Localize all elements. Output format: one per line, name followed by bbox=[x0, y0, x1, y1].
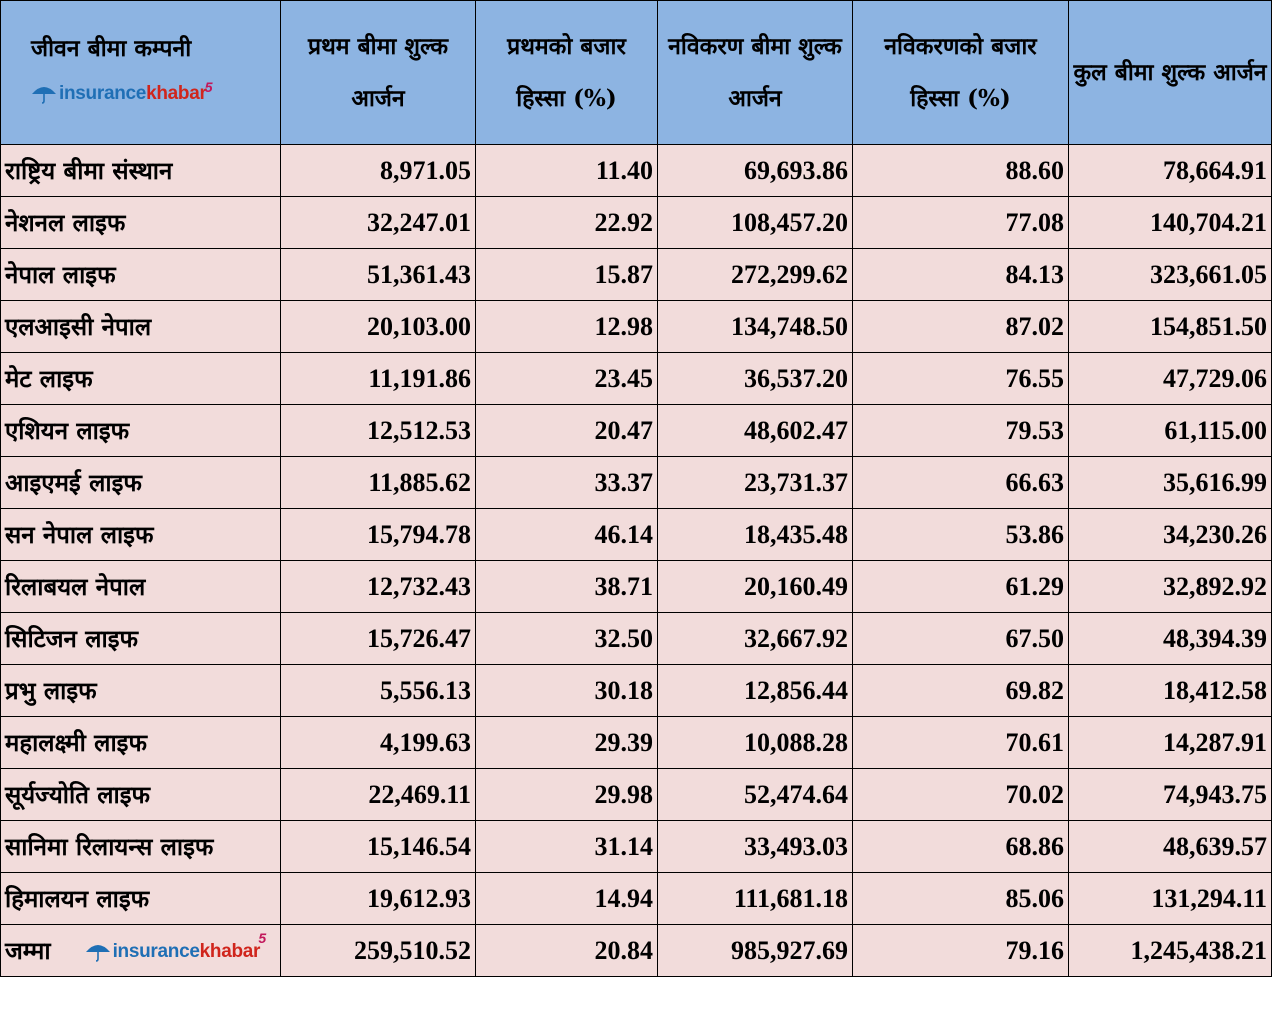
cell-first-premium: 15,146.54 bbox=[281, 821, 476, 873]
cell-total-premium: 74,943.75 bbox=[1069, 769, 1272, 821]
cell-first-share: 33.37 bbox=[476, 457, 658, 509]
cell-total-premium: 32,892.92 bbox=[1069, 561, 1272, 613]
cell-company-name: नेपाल लाइफ bbox=[1, 249, 281, 301]
cell-company-name: राष्ट्रिय बीमा संस्थान bbox=[1, 145, 281, 197]
umbrella-icon bbox=[85, 940, 111, 962]
cell-total-total-premium: 1,245,438.21 bbox=[1069, 925, 1272, 977]
logo-badge: 5 bbox=[204, 78, 213, 95]
header-company-label: जीवन बीमा कम्पनी bbox=[31, 34, 192, 62]
cell-first-premium: 15,794.78 bbox=[281, 509, 476, 561]
cell-total-premium: 131,294.11 bbox=[1069, 873, 1272, 925]
cell-first-share: 22.92 bbox=[476, 197, 658, 249]
insurancekhabar-logo bbox=[31, 78, 213, 104]
table-row bbox=[1, 821, 1272, 873]
cell-company-name: नेशनल लाइफ bbox=[1, 197, 281, 249]
cell-company-name: हिमालयन लाइफ bbox=[1, 873, 281, 925]
header-total-premium: कुल बीमा शुल्क आर्जन bbox=[1069, 1, 1272, 145]
cell-company-name: एलआइसी नेपाल bbox=[1, 301, 281, 353]
cell-company-name: एशियन लाइफ bbox=[1, 405, 281, 457]
cell-first-premium: 20,103.00 bbox=[281, 301, 476, 353]
cell-first-premium: 32,247.01 bbox=[281, 197, 476, 249]
cell-renewal-share: 68.86 bbox=[853, 821, 1069, 873]
cell-company-name: महालक्ष्मी लाइफ bbox=[1, 717, 281, 769]
cell-total-premium: 34,230.26 bbox=[1069, 509, 1272, 561]
cell-first-share: 29.39 bbox=[476, 717, 658, 769]
cell-renewal-premium: 10,088.28 bbox=[658, 717, 853, 769]
cell-company-name: सानिमा रिलायन्स लाइफ bbox=[1, 821, 281, 873]
table-body bbox=[1, 145, 1272, 977]
header-first-premium: प्रथम बीमा शुल्क आर्जन bbox=[281, 1, 476, 145]
table-row bbox=[1, 197, 1272, 249]
cell-renewal-share: 84.13 bbox=[853, 249, 1069, 301]
total-row bbox=[1, 925, 1272, 977]
header-renewal-share: नविकरणको बजार हिस्सा (%) bbox=[853, 1, 1069, 145]
cell-first-share: 46.14 bbox=[476, 509, 658, 561]
cell-company-name: आइएमई लाइफ bbox=[1, 457, 281, 509]
cell-total-label bbox=[1, 925, 281, 977]
total-label: जम्मा bbox=[5, 936, 51, 965]
cell-company-name: सन नेपाल लाइफ bbox=[1, 509, 281, 561]
cell-total-premium: 154,851.50 bbox=[1069, 301, 1272, 353]
cell-first-premium: 15,726.47 bbox=[281, 613, 476, 665]
cell-total-renewal-premium: 985,927.69 bbox=[658, 925, 853, 977]
cell-first-share: 38.71 bbox=[476, 561, 658, 613]
cell-first-share: 12.98 bbox=[476, 301, 658, 353]
cell-total-premium: 78,664.91 bbox=[1069, 145, 1272, 197]
cell-first-share: 32.50 bbox=[476, 613, 658, 665]
table-row bbox=[1, 405, 1272, 457]
table-row bbox=[1, 509, 1272, 561]
header-first-share: प्रथमको बजार हिस्सा (%) bbox=[476, 1, 658, 145]
table-row bbox=[1, 613, 1272, 665]
cell-renewal-premium: 32,667.92 bbox=[658, 613, 853, 665]
cell-company-name: प्रभु लाइफ bbox=[1, 665, 281, 717]
cell-total-premium: 48,394.39 bbox=[1069, 613, 1272, 665]
cell-first-share: 15.87 bbox=[476, 249, 658, 301]
header-company bbox=[1, 1, 281, 145]
cell-renewal-premium: 69,693.86 bbox=[658, 145, 853, 197]
cell-renewal-share: 76.55 bbox=[853, 353, 1069, 405]
cell-total-premium: 48,639.57 bbox=[1069, 821, 1272, 873]
table-row bbox=[1, 717, 1272, 769]
cell-total-first-share: 20.84 bbox=[476, 925, 658, 977]
cell-first-premium: 22,469.11 bbox=[281, 769, 476, 821]
cell-renewal-premium: 12,856.44 bbox=[658, 665, 853, 717]
cell-first-premium: 51,361.43 bbox=[281, 249, 476, 301]
cell-total-premium: 35,616.99 bbox=[1069, 457, 1272, 509]
table-row bbox=[1, 301, 1272, 353]
logo-text: insurancekhabar bbox=[112, 940, 261, 962]
table-row bbox=[1, 353, 1272, 405]
cell-renewal-premium: 52,474.64 bbox=[658, 769, 853, 821]
cell-renewal-share: 69.82 bbox=[853, 665, 1069, 717]
cell-total-premium: 61,115.00 bbox=[1069, 405, 1272, 457]
table-row bbox=[1, 665, 1272, 717]
cell-first-premium: 19,612.93 bbox=[281, 873, 476, 925]
cell-renewal-share: 87.02 bbox=[853, 301, 1069, 353]
cell-first-share: 29.98 bbox=[476, 769, 658, 821]
cell-renewal-share: 79.53 bbox=[853, 405, 1069, 457]
cell-total-premium: 323,661.05 bbox=[1069, 249, 1272, 301]
table-row bbox=[1, 561, 1272, 613]
cell-renewal-premium: 48,602.47 bbox=[658, 405, 853, 457]
cell-renewal-premium: 20,160.49 bbox=[658, 561, 853, 613]
cell-renewal-share: 67.50 bbox=[853, 613, 1069, 665]
cell-first-premium: 12,512.53 bbox=[281, 405, 476, 457]
cell-total-premium: 14,287.91 bbox=[1069, 717, 1272, 769]
cell-renewal-share: 70.02 bbox=[853, 769, 1069, 821]
cell-renewal-premium: 23,731.37 bbox=[658, 457, 853, 509]
table-row bbox=[1, 249, 1272, 301]
cell-renewal-share: 88.60 bbox=[853, 145, 1069, 197]
logo-badge: 5 bbox=[258, 929, 267, 946]
cell-renewal-share: 77.08 bbox=[853, 197, 1069, 249]
insurancekhabar-logo bbox=[85, 929, 267, 962]
cell-renewal-premium: 18,435.48 bbox=[658, 509, 853, 561]
cell-renewal-share: 61.29 bbox=[853, 561, 1069, 613]
cell-renewal-share: 70.61 bbox=[853, 717, 1069, 769]
cell-total-first-premium: 259,510.52 bbox=[281, 925, 476, 977]
cell-first-share: 14.94 bbox=[476, 873, 658, 925]
cell-first-premium: 5,556.13 bbox=[281, 665, 476, 717]
cell-first-share: 20.47 bbox=[476, 405, 658, 457]
cell-company-name: मेट लाइफ bbox=[1, 353, 281, 405]
cell-first-premium: 11,191.86 bbox=[281, 353, 476, 405]
table-row bbox=[1, 769, 1272, 821]
cell-renewal-premium: 272,299.62 bbox=[658, 249, 853, 301]
cell-total-premium: 140,704.21 bbox=[1069, 197, 1272, 249]
cell-first-premium: 12,732.43 bbox=[281, 561, 476, 613]
header-renewal-premium: नविकरण बीमा शुल्क आर्जन bbox=[658, 1, 853, 145]
cell-first-share: 11.40 bbox=[476, 145, 658, 197]
cell-company-name: रिलाबयल नेपाल bbox=[1, 561, 281, 613]
table-row bbox=[1, 457, 1272, 509]
umbrella-icon bbox=[31, 82, 57, 104]
table-row bbox=[1, 873, 1272, 925]
cell-company-name: सिटिजन लाइफ bbox=[1, 613, 281, 665]
cell-renewal-share: 53.86 bbox=[853, 509, 1069, 561]
cell-renewal-premium: 134,748.50 bbox=[658, 301, 853, 353]
cell-first-share: 31.14 bbox=[476, 821, 658, 873]
cell-renewal-share: 85.06 bbox=[853, 873, 1069, 925]
cell-company-name: सूर्यज्योति लाइफ bbox=[1, 769, 281, 821]
cell-total-premium: 47,729.06 bbox=[1069, 353, 1272, 405]
cell-renewal-share: 66.63 bbox=[853, 457, 1069, 509]
cell-renewal-premium: 33,493.03 bbox=[658, 821, 853, 873]
cell-renewal-premium: 36,537.20 bbox=[658, 353, 853, 405]
cell-first-premium: 4,199.63 bbox=[281, 717, 476, 769]
cell-first-share: 23.45 bbox=[476, 353, 658, 405]
cell-total-renewal-share: 79.16 bbox=[853, 925, 1069, 977]
cell-renewal-premium: 108,457.20 bbox=[658, 197, 853, 249]
header-row bbox=[1, 1, 1272, 145]
cell-first-premium: 11,885.62 bbox=[281, 457, 476, 509]
logo-text: insurancekhabar bbox=[59, 82, 207, 104]
cell-first-premium: 8,971.05 bbox=[281, 145, 476, 197]
cell-total-premium: 18,412.58 bbox=[1069, 665, 1272, 717]
table-row bbox=[1, 145, 1272, 197]
cell-renewal-premium: 111,681.18 bbox=[658, 873, 853, 925]
cell-first-share: 30.18 bbox=[476, 665, 658, 717]
